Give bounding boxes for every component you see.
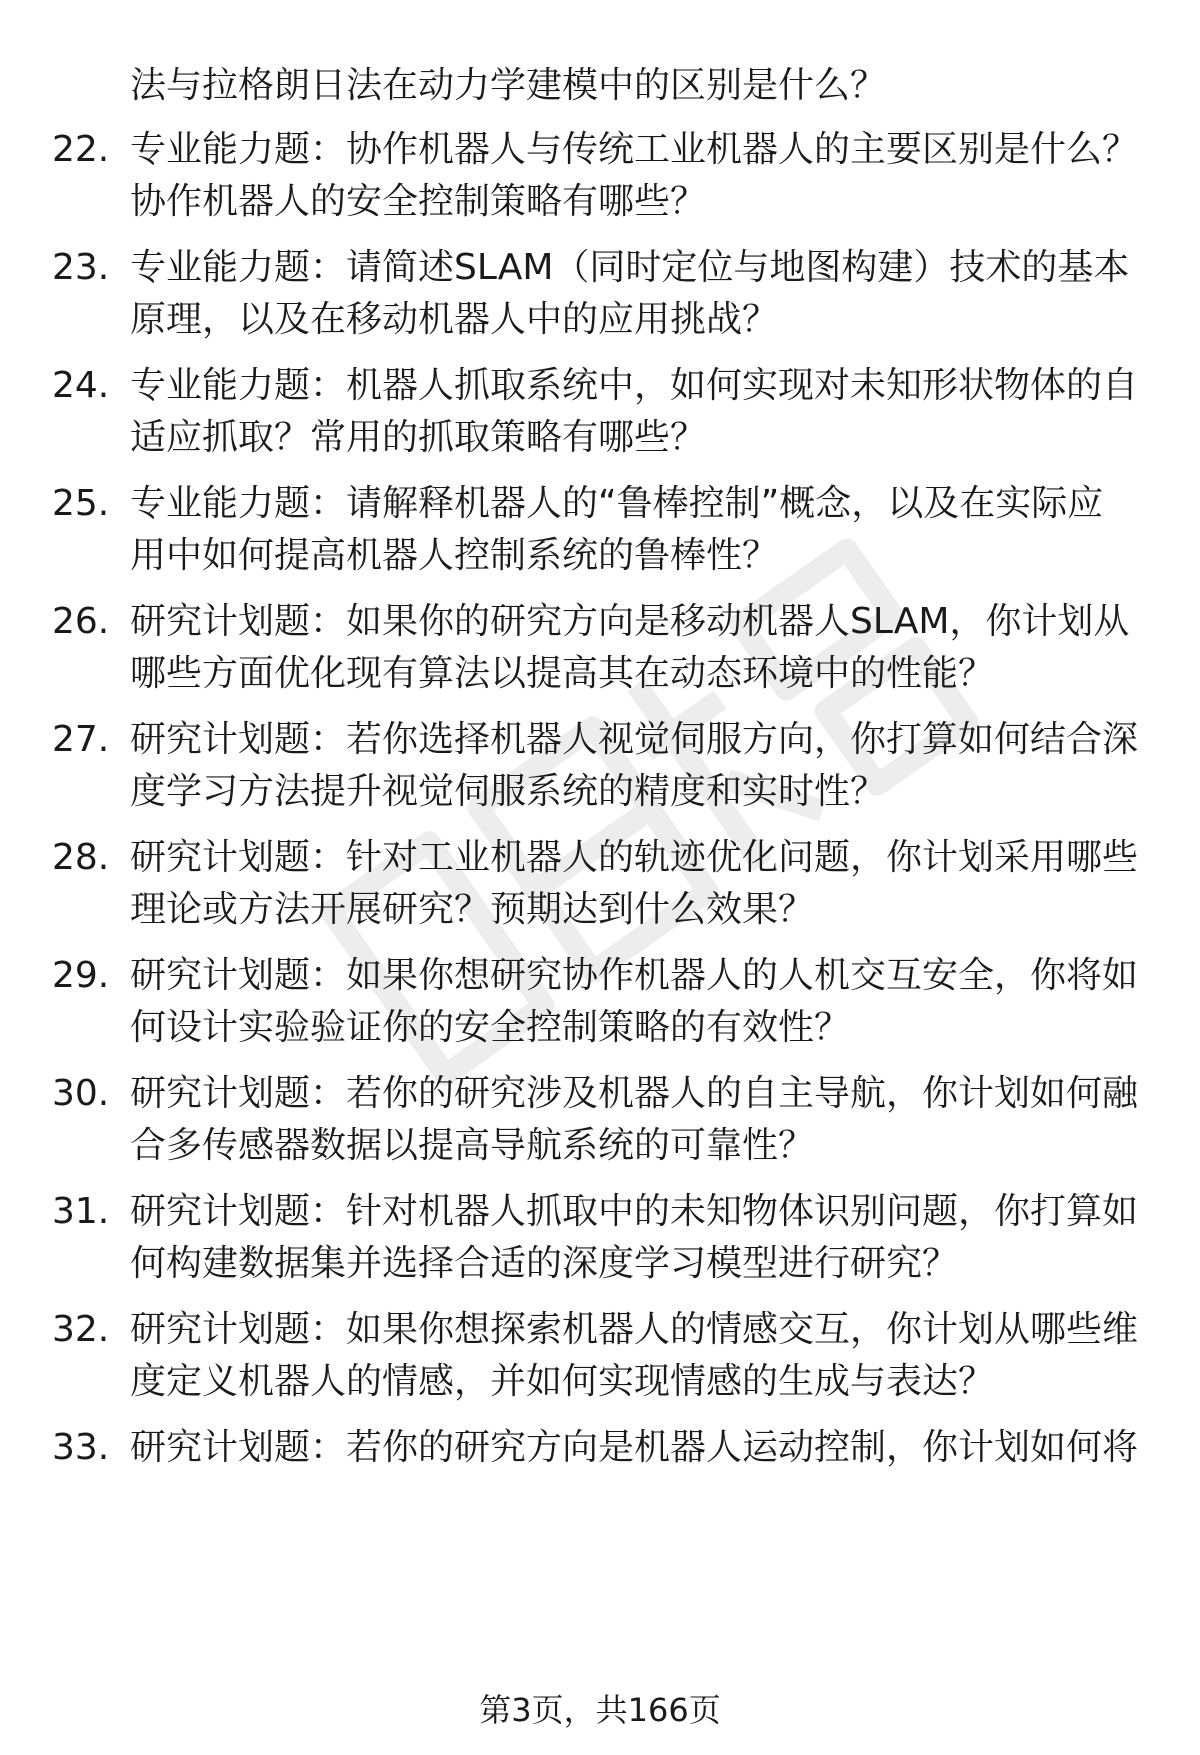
question-text-line: 协作机器人的安全控制策略有哪些？ (130, 181, 707, 222)
question-text-line: 研究计划题：若你的研究涉及机器人的自主导航，你计划如何融 (130, 1073, 1139, 1114)
question-number: 24. (52, 365, 110, 406)
question-text-line: 专业能力题：机器人抓取系统中，如何实现对未知形状物体的自 (130, 365, 1139, 406)
question-text-line: 适应抓取？常用的抓取策略有哪些？ (130, 417, 707, 458)
question-text-line: 研究计划题：如果你的研究方向是移动机器人SLAM，你计划从 (130, 601, 1130, 642)
question-text-line: 度定义机器人的情感，并如何实现情感的生成与表达？ (130, 1361, 995, 1402)
question-text-line: 专业能力题：协作机器人与传统工业机器人的主要区别是什么？ (130, 129, 1139, 170)
question-number: 23. (52, 247, 110, 288)
question-number: 33. (52, 1427, 110, 1468)
question-number: 22. (52, 129, 110, 170)
question-text-line: 何设计实验验证你的安全控制策略的有效性？ (130, 1007, 851, 1048)
question-text-line: 专业能力题：请解释机器人的“鲁棒控制”概念，以及在实际应 (130, 483, 1104, 524)
question-number: 29. (52, 955, 110, 996)
question-number: 31. (52, 1191, 110, 1232)
question-number: 26. (52, 601, 110, 642)
question-number: 30. (52, 1073, 110, 1114)
question-text-line: 度学习方法提升视觉伺服系统的精度和实时性？ (130, 771, 887, 812)
question-text-line: 理论或方法开展研究？预期达到什么效果？ (130, 889, 815, 930)
question-text-line: 原理，以及在移动机器人中的应用挑战？ (130, 299, 779, 340)
continued-question-text: 法与拉格朗日法在动力学建模中的区别是什么？ (130, 65, 887, 106)
question-text-line: 专业能力题：请简述SLAM（同时定位与地图构建）技术的基本 (130, 247, 1130, 288)
question-number: 27. (52, 719, 110, 760)
question-text-line: 研究计划题：针对工业机器人的轨迹优化问题，你计划采用哪些 (130, 837, 1139, 878)
question-text-line: 合多传感器数据以提高导航系统的可靠性？ (130, 1125, 815, 1166)
question-text-line: 研究计划题：若你选择机器人视觉伺服方向，你打算如何结合深 (130, 719, 1139, 760)
question-number: 28. (52, 837, 110, 878)
question-text-line: 用中如何提高机器人控制系统的鲁棒性？ (130, 535, 779, 576)
question-text-line: 研究计划题：如果你想探索机器人的情感交互，你计划从哪些维 (130, 1309, 1139, 1350)
question-number: 32. (52, 1309, 110, 1350)
page-number-footer: 第3页，共166页 (479, 1691, 721, 1729)
question-text-line: 研究计划题：若你的研究方向是机器人运动控制，你计划如何将 (130, 1427, 1139, 1468)
question-text-line: 哪些方面优化现有算法以提高其在动态环境中的性能？ (130, 653, 995, 694)
question-text-line: 研究计划题：针对机器人抓取中的未知物体识别问题，你打算如 (130, 1191, 1139, 1232)
question-text-line: 何构建数据集并选择合适的深度学习模型进行研究？ (130, 1243, 959, 1284)
question-number: 25. (52, 483, 110, 524)
question-text-line: 研究计划题：如果你想研究协作机器人的人机交互安全，你将如 (130, 955, 1139, 996)
